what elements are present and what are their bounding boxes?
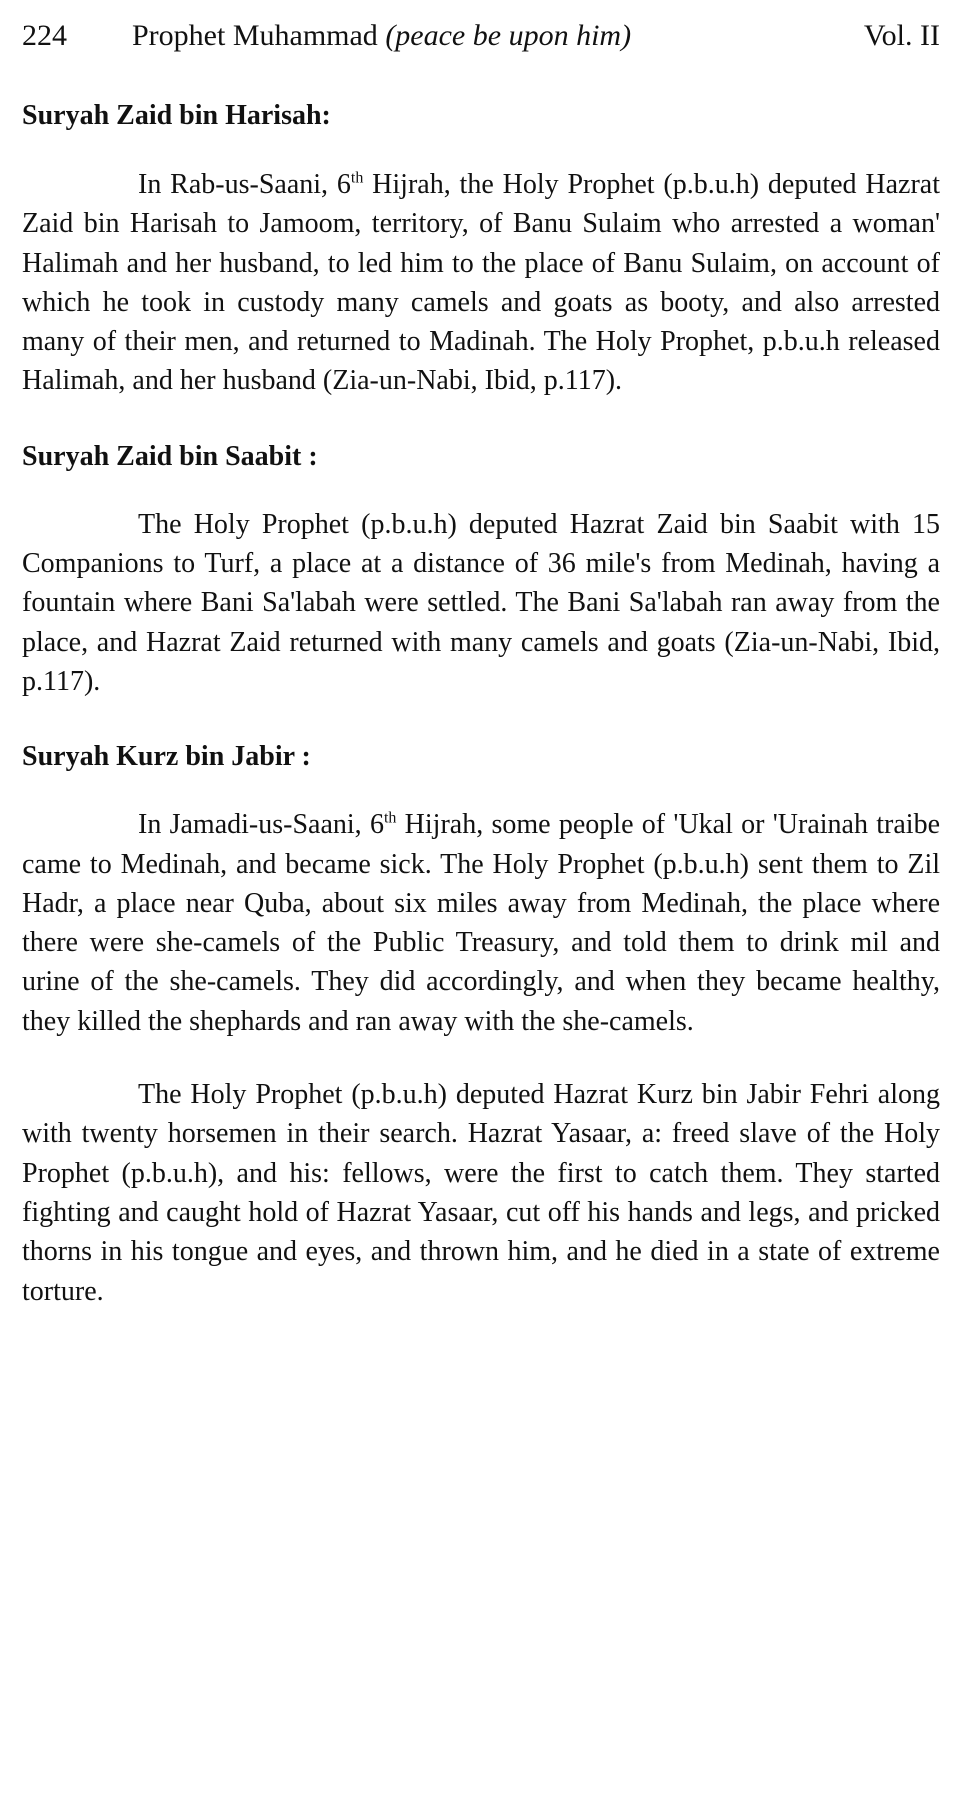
paragraph-text: In Rab-us-Saani, 6 bbox=[138, 169, 351, 200]
ordinal-superscript: th bbox=[383, 809, 397, 827]
paragraph-text: In Jamadi-us-Saani, 6 bbox=[138, 809, 384, 841]
running-header bbox=[22, 14, 940, 58]
paragraph-text: Hijrah, the Holy Prophet (p.b.u.h) deputed Hazrat Zaid bin Harisah to Jamoom, territory, of Banu Sulaim who arrested a woman' Halimah and her husband, to led him to the place of Banu Sulaim, on account of which he took in custody many camels and goats as booty, and also arrested many of their men, and returned to Madinah. The Holy Prophet, p.b.u.h released Halimah, and her husband (Zia-un-Nabi, Ibid, p.117). bbox=[22, 169, 940, 397]
book-title-italic: (peace be upon him) bbox=[385, 19, 632, 52]
book-title-plain: Prophet Muhammad bbox=[132, 19, 386, 52]
book-page bbox=[22, 14, 940, 1311]
page-number: 224 bbox=[22, 19, 67, 52]
section-heading-zaid-bin-harisah: Suryah Zaid bin Harisah: bbox=[22, 100, 331, 131]
section-paragraph-zaid-bin-harisah bbox=[22, 165, 940, 401]
volume-label: Vol. II bbox=[863, 19, 940, 52]
paragraph-text: Hijrah, some people of 'Ukal or 'Urainah traibe came to Medinah, and became sick. The Holy Prophet (p.b.u.h) sent them to Zil Hadr, a place near Quba, about six miles away from Medinah, the place where there were she-camels of the Public Treasury, and told them to drink mil and urine of the she-camels. They did accordingly, and when they became healthy, they killed the shephards and ran away with the she-camels. bbox=[22, 809, 940, 1037]
section-heading-zaid-bin-saabit: Suryah Zaid bin Saabit : bbox=[22, 440, 318, 472]
section-heading-kurz-bin-jabir: Suryah Kurz bin Jabir : bbox=[22, 741, 311, 773]
section-paragraph-zaid-bin-saabit: The Holy Prophet (p.b.u.h) deputed Hazrat Zaid bin Saabit with 15 Companions to Turf, a place at a distance of 36 mile's from Medinah, having a fountain where Bani Sa'labah were settled. The Bani Sa'labah ran away from the place, and Hazrat Zaid returned with many camels and goats (Zia-un-Nabi, Ibid, p.117). bbox=[22, 508, 940, 697]
book-title bbox=[132, 14, 864, 58]
section-paragraph-kurz-bin-jabir-continued: The Holy Prophet (p.b.u.h) deputed Hazrat Kurz bin Jabir Fehri along with twenty horsemen in their search. Hazrat Yasaar, a: freed slave of the Holy Prophet (p.b.u.h), and his: fellows, were the first to catch them. They started fighting and caught hold of Hazrat Yasaar, cut off his hands and legs, and pricked thorns in his tongue and eyes, and thrown him, and he died in a state of extreme torture. bbox=[22, 1079, 940, 1307]
section-paragraph-kurz-bin-jabir bbox=[22, 805, 940, 1041]
ordinal-superscript: th bbox=[350, 169, 364, 187]
